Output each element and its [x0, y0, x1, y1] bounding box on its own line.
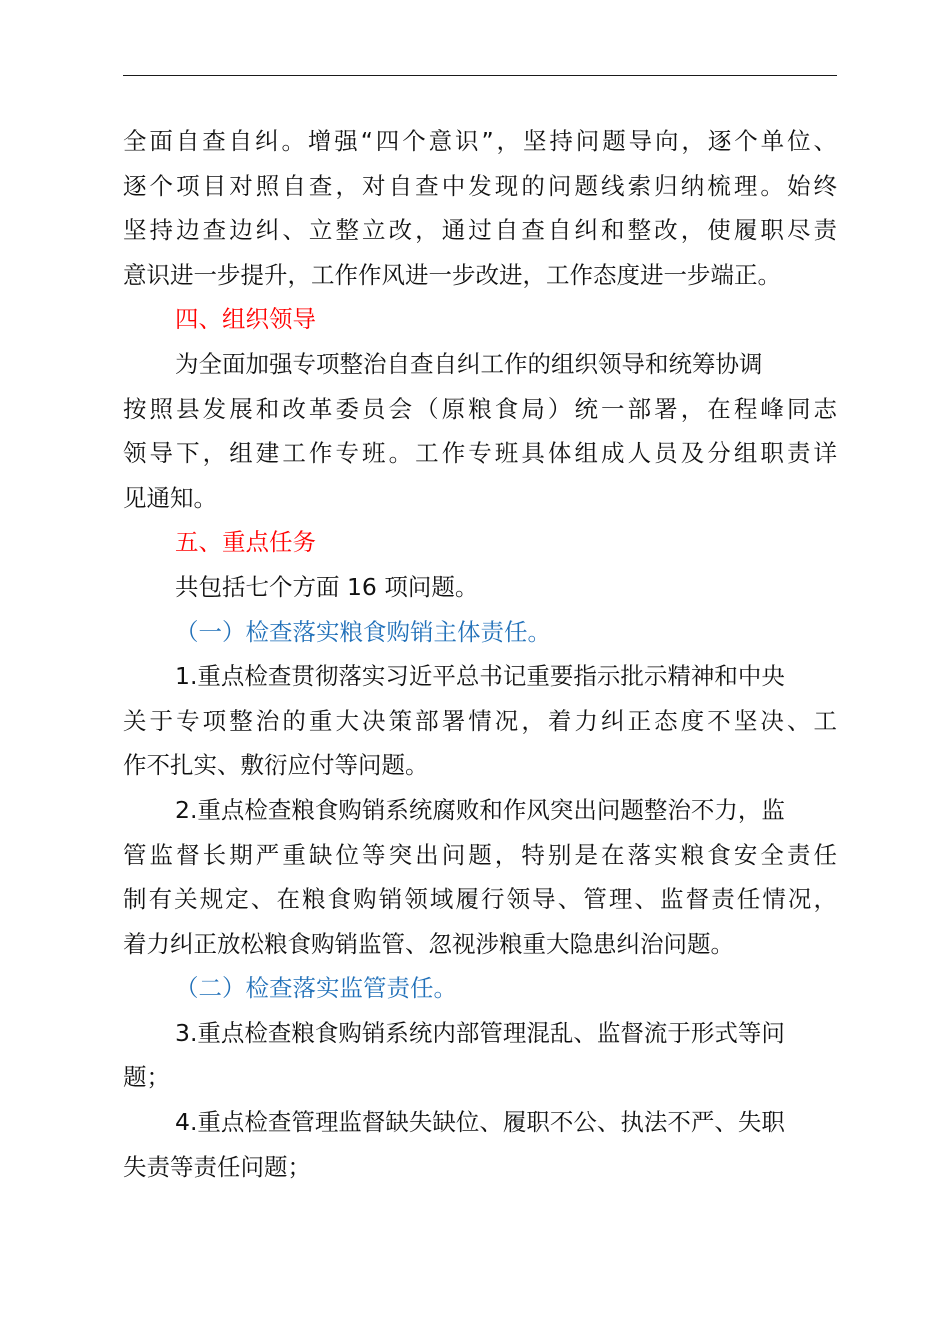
paragraph-line: 着力纠正放松粮食购销监管、忽视涉粮重大隐患纠治问题。 [123, 929, 734, 958]
paragraph-line: 坚持边查边纠、立整立改，通过自查自纠和整改，使履职尽责 [123, 216, 837, 245]
paragraph-line: 题； [123, 1063, 170, 1092]
paragraph-line: 管监督长期严重缺位等突出问题，特别是在落实粮食安全责任 [123, 840, 837, 869]
paragraph-line: 3.重点检查粮食购销系统内部管理混乱、监督流于形式等问 [175, 1018, 785, 1047]
paragraph-line: 为全面加强专项整治自查自纠工作的组织领导和统筹协调 [175, 349, 763, 378]
paragraph-line: 制有关规定、在粮食购销领域履行领导、管理、监督责任情况， [123, 885, 837, 914]
paragraph-line: 逐个项目对照自查，对自查中发现的问题线索归纳梳理。始终 [123, 171, 837, 200]
subsection-heading: （一）检查落实粮食购销主体责任。 [175, 617, 551, 646]
section-heading: 五、重点任务 [175, 528, 316, 557]
paragraph-line: 4.重点检查管理监督缺失缺位、履职不公、执法不严、失职 [175, 1108, 785, 1137]
section-heading: 四、组织领导 [175, 305, 316, 334]
subsection-heading: （二）检查落实监管责任。 [175, 974, 457, 1003]
document-body [123, 119, 837, 1189]
paragraph-line: 关于专项整治的重大决策部署情况，着力纠正态度不坚决、工 [123, 706, 837, 735]
paragraph-line: 意识进一步提升，工作作风进一步改进，工作态度进一步端正。 [123, 260, 781, 289]
paragraph-line: 2.重点检查粮食购销系统腐败和作风突出问题整治不力，监 [175, 795, 785, 824]
paragraph-line: 共包括七个方面 16 项问题。 [175, 572, 479, 601]
header-rule [123, 75, 837, 76]
paragraph-line: 作不扎实、敷衍应付等问题。 [123, 751, 429, 780]
paragraph-line: 见通知。 [123, 483, 217, 512]
paragraph-line: 按照县发展和改革委员会（原粮食局）统一部署，在程峰同志 [123, 394, 837, 423]
paragraph-line: 领导下，组建工作专班。工作专班具体组成人员及分组职责详 [123, 439, 837, 468]
paragraph-line: 失责等责任问题； [123, 1152, 311, 1181]
paragraph-line: 全面自查自纠。增强“四个意识”，坚持问题导向，逐个单位、 [123, 127, 837, 155]
paragraph-line: 1.重点检查贯彻落实习近平总书记重要指示批示精神和中央 [175, 662, 785, 691]
